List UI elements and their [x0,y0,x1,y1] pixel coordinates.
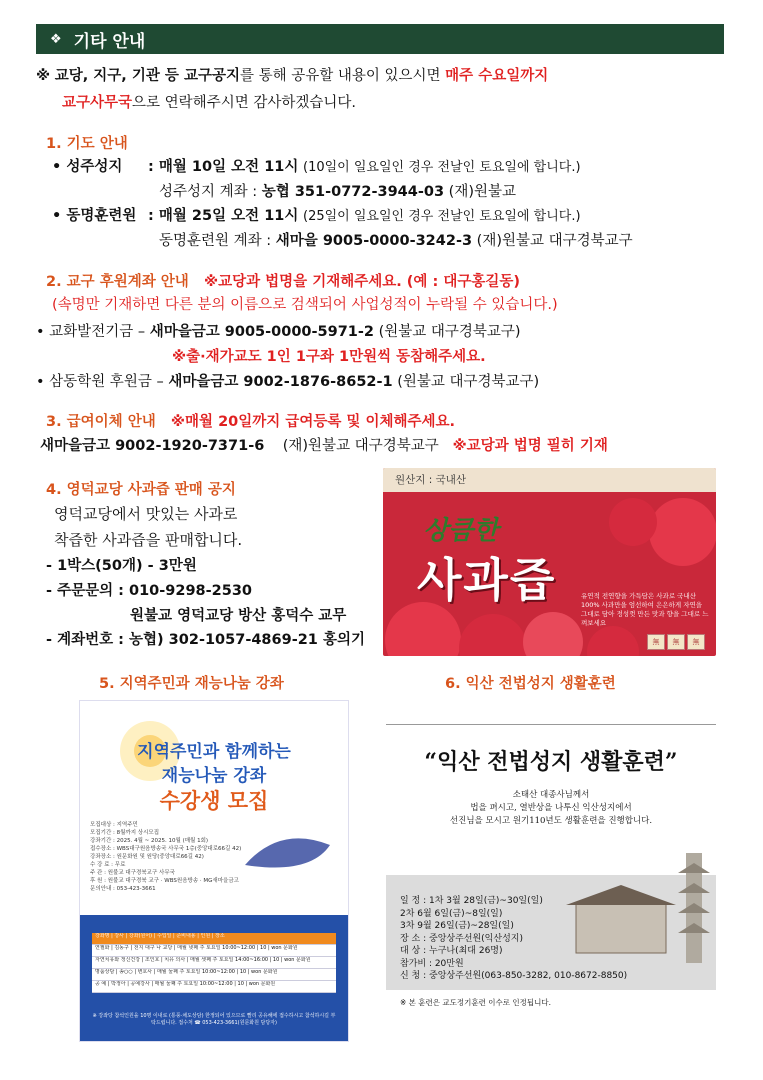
account-number: 농협 351-0772-3944-03 [261,184,445,200]
apple-shape [649,498,716,566]
poster-info-line: 수 강 료 : 무료 [90,862,126,868]
notice-line-1 [36,66,548,86]
poster-footnote: ※ 강좌당 참석인원을 10명 이내로 (통풍·채도상담) 한정되어 있으므로 빨리 공유해에 접수하시고 참석하시길 부탁드립니다. 접수처 ☎ 053-423-3661(원문화원 담당자) [92,1013,336,1026]
poster-table-row: 공 예 | 박정아 | 공예강사 | 매월 둘째 주 토요일 10:00~12:00 | 10 | won 문화원 [92,981,336,993]
apple-juice-image [383,468,716,656]
donation-item-2: • 삼동학원 후원금 – 새마을금고 9002-1876-8652-1 (원불교 대구경북교구) [36,374,540,390]
account-label: 동명훈련원 계좌 : [159,233,276,249]
prayer-cond-1: (10일이 일요일인 경우 전날인 토요일에 합니다.) [303,160,581,175]
prayer-account-1 [159,182,516,202]
prayer-cond-2: (25일이 일요일인 경우 전날인 토요일에 합니다.) [303,209,581,224]
donation-item-1: • 교화발전기금 – 새마을금고 9005-0000-5971-2 (원불교 대구경북교구) [36,324,521,340]
poster-info-line: 강좌기간 : 2025. 4월 ~ 2025. 10월 (매월 1회) [90,838,209,844]
apple-juice-order: - 주문문의 : 010-9298-2530 [46,583,253,599]
notice-office: 교구사무국 [62,95,133,111]
talent-sharing-title: 5. 지역주민과 재능나눔 강좌 [99,676,284,692]
poster-info-line: 후 원 : 원불교 대구경북 교구 · WBS원음방송 · MG새마을금고 [90,878,239,884]
donation-account: 새마을금고 9005-0000-5971-2 [149,324,374,340]
iksan-training-poster [386,724,716,1015]
poster-line-3: 수강생 모집 [159,789,269,813]
image-origin: 원산지 : 국내산 [395,474,467,486]
poster-info-line: 모집기간 : 8월까지 상시모집 [90,830,160,836]
poster6-sub-line: 법을 펴시고, 열반상을 나투신 익산성지에서 [470,803,632,813]
poster-table-row: 명품상담 | 송○○ | 변호사 | 매월 둘째 주 토요일 10:00~12:00 | 10 | won 문화원 [92,969,336,981]
account-owner: (재)원불교 대구경북교구 [472,233,633,249]
poster6-details [400,895,627,983]
payroll-note-2: ※교당과 법명 필히 기재 [452,438,608,454]
prayer-schedule-1-line [148,157,581,178]
poster6-detail-line: 3차 9월 26일(금)~28일(일) [400,921,514,931]
poster-line-2: 재능나눔 강좌 [161,766,267,786]
donation-note: ※교당과 법명을 기재해주세요. (예 : 대구홍길동) [203,274,520,290]
prayer-place-2: 동명훈련원 [66,208,137,224]
apple-shape [385,602,461,656]
donation-title: 2. 교구 후원계좌 안내 [46,274,189,290]
poster-info-line: 문의안내 : 053-423-3661 [90,886,156,892]
payroll-note: ※매월 20일까지 급여등록 및 이체해주세요. [170,414,455,430]
poster6-detail-line: 2차 6월 6일(금)~8일(일) [400,908,503,919]
section-header [36,24,724,54]
poster6-detail-line: 장 소 : 중앙상주선원(익산성지) [400,933,523,944]
donation-warning: (속명만 기재하면 다른 분의 이름으로 검색되어 사업성적이 누락될 수 있습니다.) [52,297,558,313]
apple-juice-title: 4. 영덕교당 사과즙 판매 공지 [46,482,236,498]
prayer-schedule-2-line [148,206,581,227]
payroll-title-line [46,410,455,431]
poster6-sub-line: 소태산 대종사님께서 [512,790,590,800]
poster-line-1: 지역주민과 함께하는 [137,742,291,762]
apple-shape [459,614,527,656]
apple-juice-contact: 원불교 영덕교당 방산 홍덕수 교무 [130,608,347,624]
apple-juice-price: - 1박스(50개) - 3만원 [46,558,197,574]
donation-owner: (원불교 대구경북교구) [392,374,540,390]
account-owner: (재)원불교 [444,184,516,200]
apple-shape [523,612,583,656]
section-title: 기타 안내 [73,31,146,52]
poster6-subtitle [386,789,716,828]
account-label: 성주성지 계좌 : [159,184,262,200]
iksan-training-title: 6. 익산 전법성지 생활훈련 [445,676,616,692]
poster-table-row: 자연치유와 정신건강 | 조인호 | 치유 의사 | 매월 셋째 주 토요일 14:00~16:00 | 10 | won 문화원 [92,957,336,969]
account-number: 새마을 9005-0000-3242-3 [275,233,473,249]
image-description: 유연적 전연향을 가득담은 사과로 국내산100% 사과만을 엄선하여 은은하게 자연을 그대로 담아 정성껏 만든 맛과 향을 그대로 느껴보세요 [581,592,709,627]
notice-deadline: 매주 수요일까지 [445,68,549,84]
image-title-1: 상큼한 [423,516,499,546]
poster-info [90,821,241,893]
poster6-detail-line: 대 상 : 누구나(최대 26명) [400,946,503,956]
poster-info-line: 주 관 : 원불교 대구경북교구 사무국 [90,870,175,876]
notice-thanks: 으로 연락해주시면 감사하겠습니다. [132,95,356,111]
poster6-detail-line: 신 청 : 중앙상주선원(063-850-3282, 010-8672-8850) [400,971,628,981]
apple-shape [609,498,657,546]
apple-juice-line-2: 착즙한 사과즙을 판매합니다. [54,531,243,549]
leaf-icon: ❖ [50,31,62,47]
prayer-title: 1. 기도 안내 [46,136,128,152]
donation-label: 삼동학원 후원금 – [49,374,169,390]
notice-line-2 [62,93,356,113]
poster6-detail-line: 참가비 : 20만원 [400,958,464,969]
notice-mark: ※ [36,68,51,84]
donation-owner: (원불교 대구경북교구) [373,324,521,340]
prayer-schedule-2: : 매월 25일 오전 11시 [148,208,299,224]
talent-sharing-poster [79,700,349,1042]
poster6-title: “익산 전법성지 생활훈련” [424,749,678,775]
notice-bold: 교당, 지구, 기관 등 교구공지 [54,68,241,84]
poster-table-row: 연필화 | 김동구 | 전지 대구 나 교당 | 매월 넷째 주 토요일 10:00~12:00 | 10 | won 문화원 [92,945,336,957]
whale-icon [240,825,340,885]
apple-juice-line-1: 영덕교당에서 맛있는 사과로 [54,505,238,523]
prayer-item-2: • 동명훈련원 [52,208,137,224]
prayer-schedule-1: : 매월 10일 오전 11시 [148,159,299,175]
apple-juice-account: - 계좌번호 : 농협) 302-1057-4869-21 홍의기 [46,632,365,648]
payroll-owner: (재)원불교 대구경북교구 [282,438,439,454]
image-title-2: 사과즙 [417,553,557,607]
poster6-sub-line: 선진님을 모시고 원기110년도 생활훈련을 진행합니다. [449,816,653,826]
poster-table [92,933,336,993]
donation-title-line [46,270,520,291]
payroll-title: 3. 급여이체 안내 [46,414,156,430]
poster-table-header: 강좌명 | 강사 | 강좌(원어) | 수업일 | 준비내용 | 인원 | 장소 [92,933,336,945]
donation-label: 교화발전기금 – [49,324,150,340]
poster6-detail-line: 일 정 : 1차 3월 28일(금)~30일(일) [400,896,543,906]
poster-info-line: 강좌장소 : 원문화원 및 원당(중앙대로66길 42) [90,854,204,860]
payroll-account: 새마을금고 9002-1920-7371-6 [40,438,265,454]
poster-info-line: 접수장소 : WBS대구원음방송국 사무국 1층(중앙대로66길 42) [90,846,242,852]
donation-account: 새마을금고 9002-1876-8652-1 [168,374,393,390]
notice-text: 를 통해 공유할 내용이 있으시면 [240,68,446,84]
prayer-account-2 [159,231,633,251]
poster-info-line: 모집대상 : 지역주민 [90,822,138,828]
donation-item-1-note: ※출·재가교도 1인 1구좌 1만원씩 동참해주세요. [172,349,486,365]
prayer-item-1: • 성주성지 [52,159,123,175]
apple-shape [587,626,639,656]
payroll-account-line [40,436,608,456]
prayer-place-1: 성주성지 [66,159,123,175]
image-tag: 無 [667,634,685,650]
image-tag: 無 [687,634,705,650]
poster6-note: ※ 본 훈련은 교도정기훈련 이수로 인정됩니다. [400,998,551,1007]
image-tag: 無 [647,634,665,650]
